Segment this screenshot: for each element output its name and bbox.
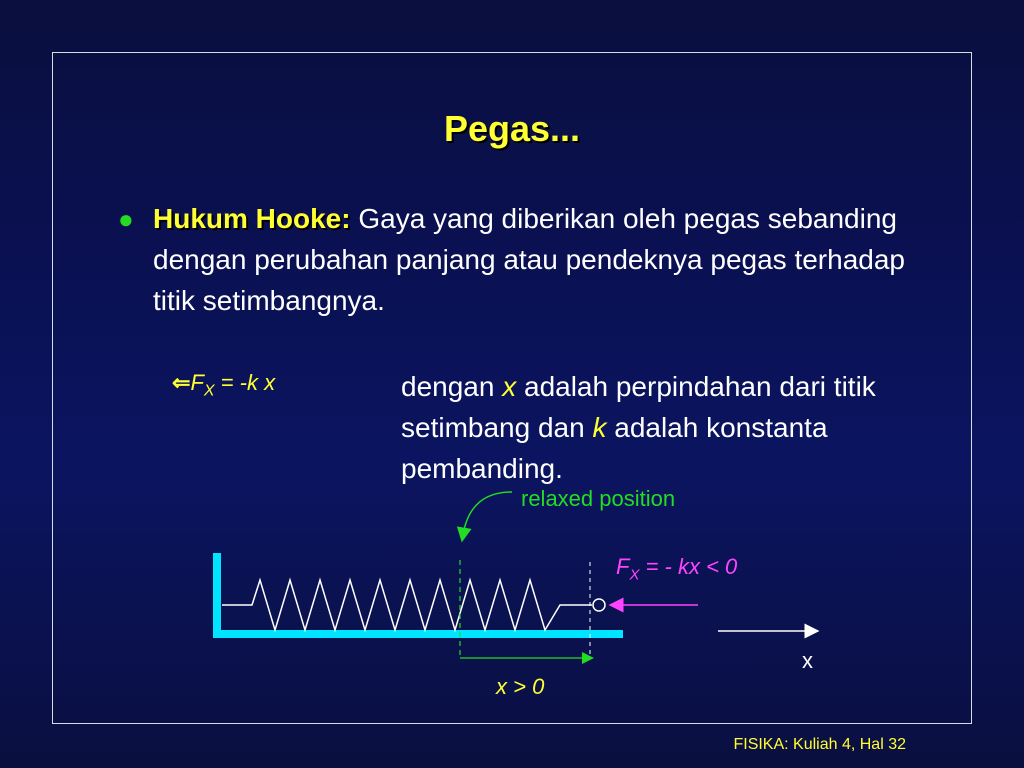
desc-part-3: adalah konstanta pembanding. <box>401 412 828 484</box>
desc-part-1: dengan <box>401 371 503 402</box>
relaxed-position-label: relaxed position <box>521 486 676 511</box>
force-label <box>616 554 737 583</box>
spring-end-mass <box>593 599 605 611</box>
relaxed-pointer-arrow <box>463 492 512 535</box>
displacement-label: x > 0 <box>496 674 545 699</box>
floor <box>213 630 623 638</box>
force-f: F <box>616 554 630 579</box>
spring-coil <box>222 580 592 630</box>
desc-k: k <box>592 412 607 443</box>
formula-f: F <box>190 370 204 395</box>
desc-part-2: adalah perpindahan dari titik setimbang dan <box>401 371 876 443</box>
hooke-law-heading: Hukum Hooke: <box>153 203 351 234</box>
x-axis-label: x <box>802 648 813 673</box>
desc-x: x <box>502 371 517 402</box>
force-subscript: X <box>629 566 640 584</box>
formula-rest: = -k x <box>214 370 276 395</box>
hooke-law-text: Gaya yang diberikan oleh pegas sebanding dengan perubahan panjang atau pendeknya pegas terhadap titik setimbangnya. <box>153 203 905 316</box>
formula-subscript: X <box>203 382 215 400</box>
slide-title: Pegas... <box>443 108 581 149</box>
wall <box>213 553 221 637</box>
force-rest: = - kx < 0 <box>639 554 738 579</box>
slide-footer: FISIKA: Kuliah 4, Hal 32 <box>733 736 906 753</box>
bullet-icon: ● <box>118 204 134 234</box>
left-arrow-icon: ⇐ <box>172 370 191 395</box>
